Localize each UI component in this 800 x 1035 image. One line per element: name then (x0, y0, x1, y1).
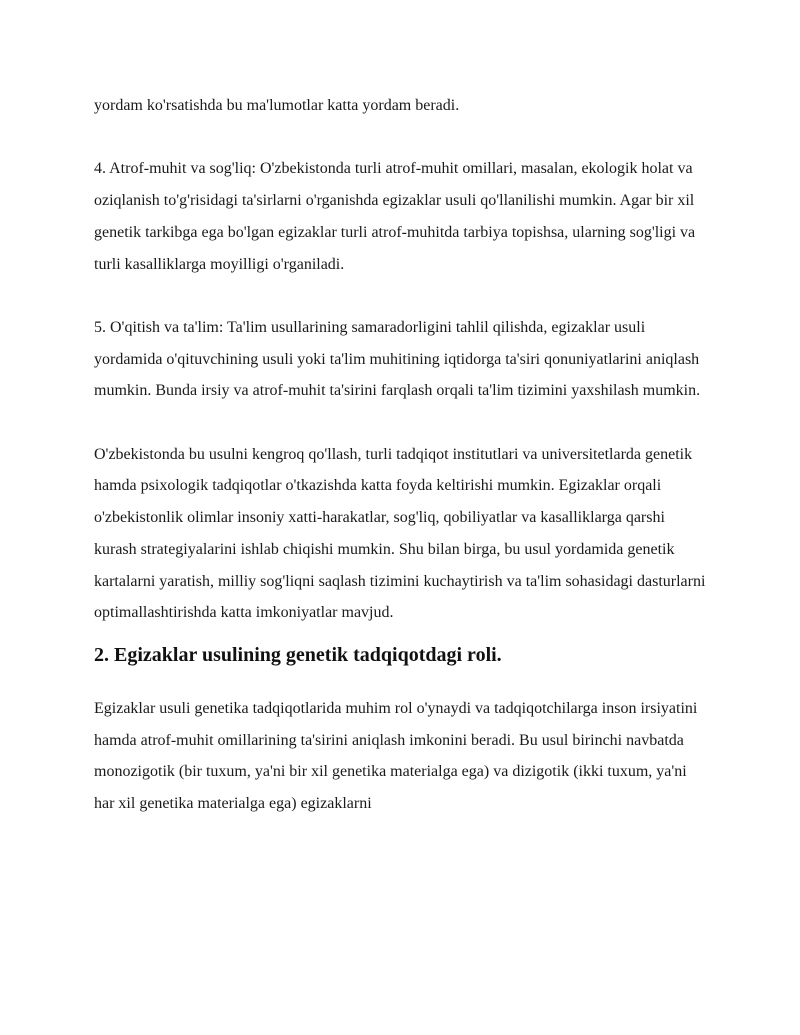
paragraph-spacer (94, 407, 709, 439)
paragraph-education: 5. O'qitish va ta'lim: Ta'lim usullarining samaradorligini tahlil qilishda, egizaklar usuli yordamida o'qituvchining usuli yoki ta'lim muhitining iqtidorga ta'siri qonuniyatlarini aniqlash mumkin. Bunda irsiy va atrof-muhit ta'sirini farqlash orqali ta'lim tizimini yaxshilash mumkin. (94, 318, 701, 400)
paragraph-spacer (94, 122, 709, 154)
paragraph-continuation: yordam ko'rsatishda bu ma'lumotlar katta yordam beradi. (94, 97, 460, 114)
section-heading-wrapper (94, 641, 709, 669)
paragraph-twin-method-role: Egizaklar usuli genetika tadqiqotlarida muhim rol o'ynaydi va tadqiqotchilarga inson irsiyatini hamda atrof-muhit omillarining ta'sirini aniqlash imkonini beradi. Bu usul birinchi navbatda monozigotik (bir tuxum, ya'ni bir xil genetika materialga ega) va dizigotik (ikki tuxum, ya'ni har xil genetika materialga ega) egizaklarni (94, 699, 698, 813)
section-heading: 2. Egizaklar usulining genetik tadqiqotdagi roli. (94, 643, 502, 666)
paragraph-uzbekistan-application: O'zbekistonda bu usulni kengroq qo'llash, turli tadqiqot institutlari va universitetlarda genetik hamda psixologik tadqiqotlar o'tkazishda katta foyda keltirishi mumkin. Egizaklar orqali o'zbekistonlik olimlar insoniy xatti-harakatlar, sog'liq, qobiliyatlar va kasalliklarga qarshi kurash strategiyalarini ishlab chiqishi mumkin. Shu bilan birga, bu usul yordamida genetik kartalarni yaratish, milliy sog'liqni saqlash tizimini kuchaytirish va ta'lim sohasidagi dasturlarni optimallashtirishda katta imkoniyatlar mavjud. (94, 445, 706, 622)
document-body (94, 90, 709, 820)
paragraph-environment-health: 4. Atrof-muhit va sog'liq: O'zbekistonda turli atrof-muhit omillari, masalan, ekologik holat va oziqlanish to'g'risidagi ta'sirlarni o'rganishda egizaklar usuli qo'llanilishi mumkin. Agar bir xil genetik tarkibga ega bo'lgan egizaklar turli atrof-muhitda tarbiya topishsa, ularning sog'ligi va turli kasalliklarga moyilligi o'rganiladi. (94, 160, 696, 273)
paragraph-spacer (94, 280, 709, 312)
